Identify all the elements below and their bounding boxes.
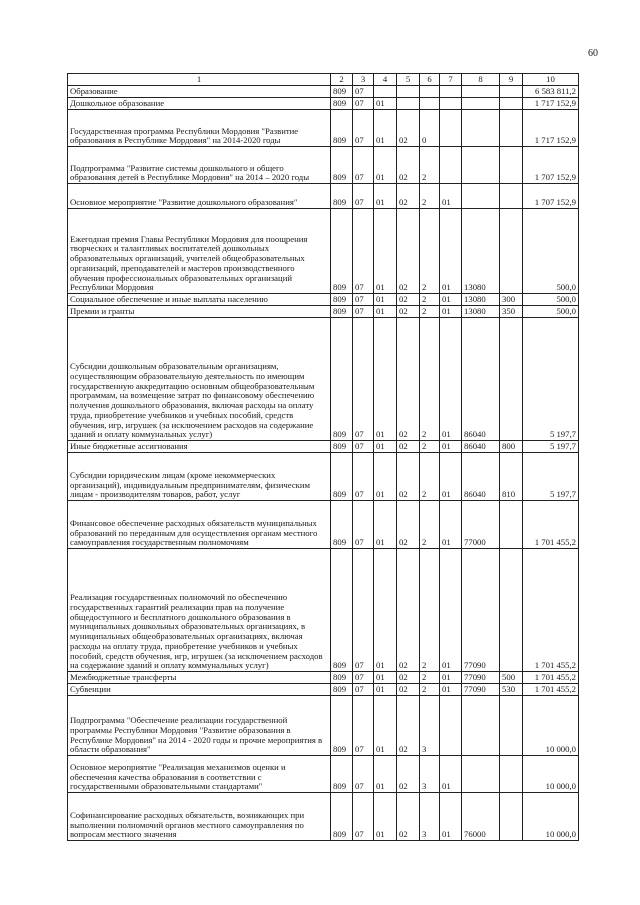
table-row [68,318,579,441]
row-code: 01 [440,501,462,549]
table-row [68,696,579,756]
row-code: 2 [420,294,440,306]
row-code [500,110,523,147]
row-code: 2 [420,318,440,441]
table-row [68,306,579,318]
row-name: Субсидии юридическим лицам (кроме некоммерческих организаций), индивидуальным предпринимателям, физическим лицам - производителям товаров, работ, услуг [68,453,331,501]
row-code: 01 [440,453,462,501]
row-code: 77090 [462,672,500,684]
row-code: 809 [331,147,353,184]
row-name: Основное мероприятие "Развитие дошкольного образования" [68,184,331,209]
table-row [68,98,579,110]
row-amount: 1 701 455,2 [523,549,579,672]
row-code [500,501,523,549]
row-code: 01 [440,318,462,441]
row-code: 02 [397,184,420,209]
row-code: 01 [374,147,397,184]
row-code: 02 [397,110,420,147]
row-code: 07 [353,501,374,549]
row-name: Иные бюджетные ассигнования [68,441,331,453]
row-code: 13080 [462,306,500,318]
row-name: Межбюджетные трансферты [68,672,331,684]
row-name: Подпрограмма "Обеспечение реализации государственной программы Республики Мордовия "Развитие образования в Республике Мордовия" на 2014 - 2020 годы и прочие мероприятия в области образования" [68,696,331,756]
header-cell: 8 [462,74,500,86]
row-code: 13080 [462,294,500,306]
row-code: 07 [353,209,374,294]
row-code: 2 [420,147,440,184]
table-row [68,184,579,209]
row-amount: 500,0 [523,294,579,306]
row-code: 02 [397,549,420,672]
table-row [68,549,579,672]
row-code: 3 [420,696,440,756]
row-amount: 1 717 152,9 [523,110,579,147]
row-name: Субсидии дошкольным образовательным организациям, осуществляющим образовательную деятельность по имеющим государственную аккредитацию основным общеобразовательным программам, на возмещение затрат по финансовому обеспечению получения дошкольного образования, включая расходы на оплату труда, приобретение учебников и учебных пособий, средств обучения, игр, игрушек (за исключением расходов на содержание зданий и оплату коммунальных услуг) [68,318,331,441]
row-name: Основное мероприятие "Реализация механизмов оценки и обеспечения качества образования в соответствии с государственными образовательными стандартами" [68,756,331,793]
row-code [420,86,440,98]
row-code: 01 [440,549,462,672]
row-code: 2 [420,501,440,549]
row-code: 809 [331,294,353,306]
row-amount: 10 000,0 [523,793,579,841]
row-code: 13080 [462,209,500,294]
row-code: 01 [440,209,462,294]
row-code: 810 [500,453,523,501]
row-code: 2 [420,306,440,318]
row-code: 02 [397,318,420,441]
header-row [68,74,579,86]
table-row [68,684,579,696]
row-code [462,756,500,793]
row-code: 2 [420,184,440,209]
header-cell: 9 [500,74,523,86]
row-code: 809 [331,684,353,696]
row-amount: 5 197,7 [523,441,579,453]
row-code: 01 [374,684,397,696]
row-code: 01 [374,672,397,684]
row-code: 01 [440,294,462,306]
row-code: 01 [374,453,397,501]
table-row [68,147,579,184]
row-code: 01 [374,756,397,793]
header-cell: 1 [68,74,331,86]
row-code: 86040 [462,453,500,501]
row-code: 07 [353,453,374,501]
row-code [500,318,523,441]
row-code: 01 [374,110,397,147]
row-code: 07 [353,441,374,453]
table-row [68,209,579,294]
row-code: 01 [374,294,397,306]
row-code: 07 [353,294,374,306]
row-code: 86040 [462,441,500,453]
row-code [440,110,462,147]
table-row [68,793,579,841]
row-code [500,209,523,294]
row-name: Софинансирование расходных обязательств, возникающих при выполнении полномочий органов местного самоуправления по вопросам местного значения [68,793,331,841]
row-name: Социальное обеспечение и иные выплаты населению [68,294,331,306]
row-code: 01 [374,549,397,672]
row-code: 02 [397,453,420,501]
row-code [500,98,523,110]
header-cell: 2 [331,74,353,86]
row-code: 809 [331,184,353,209]
page-number: 60 [588,48,598,59]
row-code [440,696,462,756]
row-code [500,184,523,209]
row-amount: 1 701 455,2 [523,684,579,696]
row-amount: 5 197,7 [523,453,579,501]
header-cell: 5 [397,74,420,86]
row-name: Государственная программа Республики Мордовия "Развитие образования в Республике Мордовия" на 2014-2020 годы [68,110,331,147]
row-code [440,98,462,110]
row-code: 02 [397,684,420,696]
row-code [500,86,523,98]
row-code: 0 [420,110,440,147]
row-code: 07 [353,549,374,672]
row-amount: 5 197,7 [523,318,579,441]
row-code: 2 [420,209,440,294]
row-code: 01 [440,184,462,209]
row-code: 07 [353,306,374,318]
row-code [420,98,440,110]
row-code: 2 [420,453,440,501]
row-code: 02 [397,756,420,793]
row-code: 07 [353,184,374,209]
row-code [397,86,420,98]
row-name: Образование [68,86,331,98]
header-cell: 4 [374,74,397,86]
row-code: 02 [397,441,420,453]
row-code: 01 [440,756,462,793]
row-code: 809 [331,110,353,147]
row-code: 01 [440,672,462,684]
row-code: 01 [440,441,462,453]
row-name: Ежегодная премия Главы Республики Мордовия для поощрения творческих и талантливых воспитателей дошкольных образовательных организаций, учителей общеобразовательных организаций, преподавателей и мастеров производственного обучения профессиональных образовательных организаций Республики Мордовия [68,209,331,294]
budget-table [67,73,579,841]
row-code: 02 [397,147,420,184]
row-code: 809 [331,318,353,441]
row-code: 809 [331,793,353,841]
row-code: 2 [420,672,440,684]
row-code [500,793,523,841]
row-code: 01 [440,306,462,318]
row-code: 77090 [462,684,500,696]
row-code: 809 [331,501,353,549]
row-code: 07 [353,696,374,756]
header-cell: 3 [353,74,374,86]
row-code: 02 [397,209,420,294]
row-code: 07 [353,318,374,441]
row-code: 3 [420,793,440,841]
row-amount: 500,0 [523,209,579,294]
row-code: 02 [397,696,420,756]
row-code: 350 [500,306,523,318]
row-amount: 1 707 152,9 [523,184,579,209]
row-code: 07 [353,756,374,793]
row-code: 530 [500,684,523,696]
row-amount: 10 000,0 [523,756,579,793]
row-code: 809 [331,756,353,793]
row-code [462,696,500,756]
row-code [462,98,500,110]
row-code: 01 [374,696,397,756]
row-code: 809 [331,453,353,501]
row-code: 86040 [462,318,500,441]
row-code: 809 [331,549,353,672]
row-code: 300 [500,294,523,306]
row-code [374,86,397,98]
row-code: 01 [374,318,397,441]
row-code: 77000 [462,501,500,549]
row-name: Дошкольное образование [68,98,331,110]
row-code: 07 [353,110,374,147]
row-amount: 6 583 811,2 [523,86,579,98]
row-code: 800 [500,441,523,453]
row-code [462,86,500,98]
table-row [68,86,579,98]
row-code: 02 [397,793,420,841]
row-code: 01 [440,793,462,841]
row-code [440,147,462,184]
row-code: 2 [420,684,440,696]
row-code [440,86,462,98]
row-code: 809 [331,696,353,756]
row-code: 02 [397,501,420,549]
table-row [68,453,579,501]
row-code: 809 [331,306,353,318]
row-name: Реализация государственных полномочий по обеспечению государственных гарантий реализации прав на получение общедоступного и бесплатного дошкольного образования в муниципальных дошкольных образовательных организациях, в муниципальных общеобразовательных организациях, включая расходы на оплату труда, приобретение учебников и учебных пособий, средств обучения, игр, игрушек (за исключением расходов на содержание зданий и оплату коммунальных услуг) [68,549,331,672]
row-code: 77090 [462,549,500,672]
row-name: Субвенции [68,684,331,696]
table-row [68,110,579,147]
row-code: 01 [374,441,397,453]
row-code: 02 [397,306,420,318]
table-row [68,756,579,793]
header-cell: 7 [440,74,462,86]
header-cell: 10 [523,74,579,86]
row-code: 01 [374,98,397,110]
table-row [68,672,579,684]
row-code: 2 [420,549,440,672]
row-code: 07 [353,793,374,841]
row-name: Финансовое обеспечение расходных обязательств муниципальных образований по переданным для осуществления органам местного самоуправления государственным полномочиям [68,501,331,549]
row-code: 809 [331,672,353,684]
row-code: 07 [353,672,374,684]
row-code: 3 [420,756,440,793]
row-code [462,147,500,184]
row-code: 500 [500,672,523,684]
table-row [68,441,579,453]
row-code: 76000 [462,793,500,841]
row-code: 2 [420,441,440,453]
row-code [462,110,500,147]
row-code: 01 [374,209,397,294]
row-name: Подпрограмма "Развитие системы дошкольного и общего образования детей в Республике Мордовия" на 2014 – 2020 годы [68,147,331,184]
row-code: 07 [353,684,374,696]
row-code: 809 [331,98,353,110]
row-amount: 1 717 152,9 [523,98,579,110]
row-code [500,147,523,184]
row-code: 07 [353,86,374,98]
row-amount: 1 701 455,2 [523,501,579,549]
row-name: Премии и гранты [68,306,331,318]
row-code: 01 [374,793,397,841]
row-code: 07 [353,147,374,184]
row-code [500,696,523,756]
table-row [68,294,579,306]
row-code: 809 [331,86,353,98]
row-amount: 500,0 [523,306,579,318]
row-code: 02 [397,672,420,684]
header-cell: 6 [420,74,440,86]
row-amount: 10 000,0 [523,696,579,756]
row-code [397,98,420,110]
row-code: 01 [374,184,397,209]
row-code: 809 [331,441,353,453]
row-amount: 1 707 152,9 [523,147,579,184]
row-code [500,549,523,672]
row-code: 01 [374,501,397,549]
table-row [68,501,579,549]
row-code: 01 [374,306,397,318]
row-code: 01 [440,684,462,696]
row-code [500,756,523,793]
row-code: 809 [331,209,353,294]
row-code [462,184,500,209]
row-amount: 1 701 455,2 [523,672,579,684]
row-code: 07 [353,98,374,110]
row-code: 02 [397,294,420,306]
